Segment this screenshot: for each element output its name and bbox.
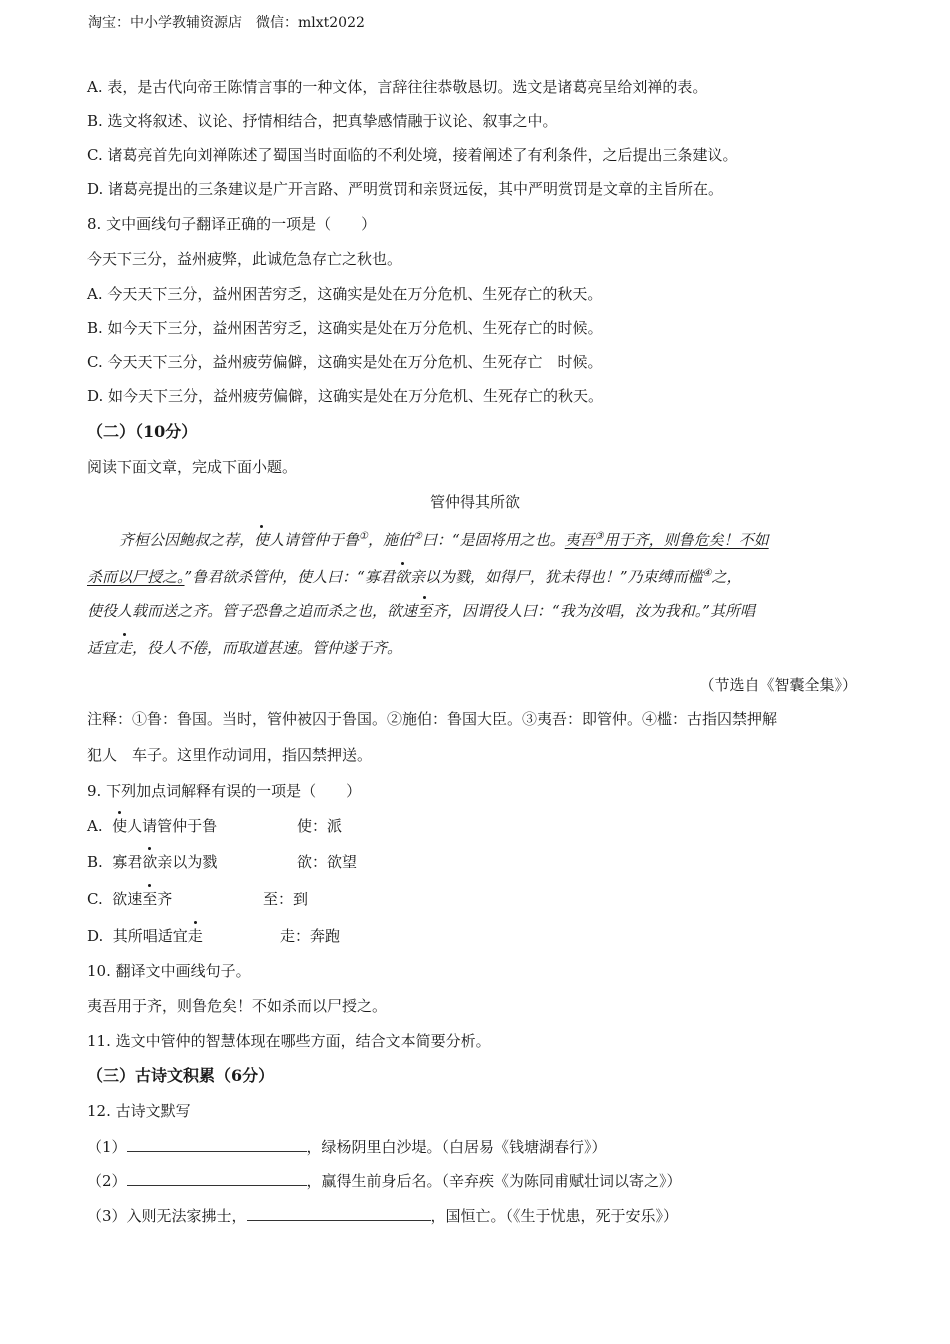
q9-option-a xyxy=(87,815,217,837)
passage-text: 适宜 xyxy=(87,639,118,657)
q9-option-b xyxy=(87,851,217,873)
dotted-word: 使 xyxy=(254,531,270,549)
passage-text: ，施伯 xyxy=(368,531,414,549)
footnote-marker: ③ xyxy=(594,531,604,542)
q11-stem: 11. 选文中管仲的智慧体现在哪些方面，结合文本简要分析。 xyxy=(87,1032,491,1050)
passage-line-3 xyxy=(87,600,755,622)
passage-text: 齐，因谓役人曰：“我为汝唱，汝为我和。”其所唱 xyxy=(432,602,755,620)
q12-stem: 12. 古诗文默写 xyxy=(87,1102,191,1120)
reading-instruction: 阅读下面文章，完成下面小题。 xyxy=(87,458,298,476)
passage-line-1 xyxy=(87,526,769,551)
q8-option-d: D. 如今天下三分，益州疲劳偏僻，这确实是处在万分危机、生死存亡的秋天。 xyxy=(87,387,604,405)
q12-line-1 xyxy=(87,1135,607,1158)
q10-stem: 10. 翻译文中画线句子。 xyxy=(87,962,251,980)
q9-option-d-explanation: 走：奔跑 xyxy=(280,927,341,945)
dotted-word: 走 xyxy=(187,927,203,945)
q9-option-b-explanation: 欲：欲望 xyxy=(297,853,358,871)
passage-text: ，役人不倦，而取道甚速。管仲遂于齐。 xyxy=(132,639,403,657)
q8-option-c: C. 今天天下三分，益州疲劳偏僻，这确实是处在万分危机、生死存亡 时候。 xyxy=(87,353,603,371)
q9-option-c-explanation: 至：到 xyxy=(263,890,309,908)
q7-option-c: C. 诸葛亮首先向刘禅陈述了蜀国当时面临的不利处境，接着阐述了有利条件，之后提出三条建议。 xyxy=(87,146,738,164)
dotted-word: 欲 xyxy=(142,853,158,871)
passage-text: 亲以为戮，如得尸，犹未得也！”乃束缚而槛 xyxy=(409,568,703,586)
fill-in-blank[interactable] xyxy=(127,1135,307,1152)
q9-option-c xyxy=(87,888,172,910)
passage-text: 使役人载而送之齐。管子恐鲁之追而杀之也，欲速 xyxy=(87,602,418,620)
passage-text: ”鲁君欲杀管仲，使人曰：“寡君 xyxy=(184,568,395,586)
q8-sentence: 今天下三分，益州疲弊，此诚危急存亡之秋也。 xyxy=(87,250,403,268)
annotation-line-1: 注释：①鲁：鲁国。当时，管仲被囚于鲁国。②施伯：鲁国大臣。③夷吾：即管仲。④槛：古指囚禁押解 xyxy=(87,710,778,728)
line-text: ，绿杨阴里白沙堤。（白居易《钱塘湖春行》） xyxy=(306,1138,607,1156)
line-text: （3）入则无法家拂士， xyxy=(87,1207,247,1225)
q7-option-d: D. 诸葛亮提出的三条建议是广开言路、严明赏罚和亲贤远佞，其中严明赏罚是文章的主旨所在。 xyxy=(87,180,724,198)
footnote-marker: ② xyxy=(413,531,422,542)
dotted-word: 至 xyxy=(142,890,158,908)
line-number: （2） xyxy=(87,1172,127,1190)
q12-line-3 xyxy=(87,1204,678,1227)
underlined-text: 夷吾 xyxy=(564,531,595,549)
line-number: （1） xyxy=(87,1138,127,1156)
passage-source: （节选自《智囊全集》） xyxy=(699,676,857,694)
underlined-sentence: 杀而以尸授之。 xyxy=(87,568,185,586)
q9-option-a-explanation: 使：派 xyxy=(297,817,343,835)
underlined-text: 用于齐，则鲁危矣！不如 xyxy=(603,531,769,549)
q9-stem: 9. 下列加点词解释有误的一项是（ ） xyxy=(87,782,362,800)
option-text: B. 寡君 xyxy=(87,853,143,871)
passage-text: 曰：“是固将用之也。 xyxy=(422,531,565,549)
footnote-marker: ④ xyxy=(702,568,712,579)
passage-text: 人请管仲于鲁 xyxy=(269,531,360,549)
dotted-word: 使 xyxy=(112,817,128,835)
passage-title: 管仲得其所欲 xyxy=(429,493,520,511)
line-text: ，国恒亡。（《生于忧患，死于安乐》） xyxy=(430,1207,679,1225)
passage-text: 之， xyxy=(711,568,742,586)
option-text: 人请管仲于鲁 xyxy=(127,817,218,835)
option-text: 亲以为戮 xyxy=(157,853,218,871)
option-text: C. 欲速 xyxy=(87,890,143,908)
dotted-word: 至 xyxy=(417,602,433,620)
q8-option-a: A. 今天天下三分，益州困苦穷乏，这确实是处在万分危机、生死存亡的秋天。 xyxy=(87,285,603,303)
option-text: 齐 xyxy=(157,890,173,908)
section-2-heading: （二）（10分） xyxy=(87,422,198,441)
option-text: D. 其所唱适宜 xyxy=(87,927,188,945)
passage-text: 齐桓公因鲍叔之荐， xyxy=(119,531,255,549)
line-text: ，赢得生前身后名。（辛弃疾《为陈同甫赋壮词以寄之》） xyxy=(306,1172,682,1190)
option-label: A. xyxy=(87,817,113,835)
section-3-heading: （三）古诗文积累（6分） xyxy=(87,1066,275,1085)
page-header: 淘宝：中小学教辅资源店 微信：mlxt2022 xyxy=(88,15,365,31)
q10-sentence: 夷吾用于齐，则鲁危矣！不如杀而以尸授之。 xyxy=(87,997,388,1015)
q8-option-b: B. 如今天下三分，益州困苦穷乏，这确实是处在万分危机、生死存亡的时候。 xyxy=(87,319,603,337)
q7-option-a: A. 表，是古代向帝王陈情言事的一种文体，言辞往往恭敬恳切。选文是诸葛亮呈给刘禅的表。 xyxy=(87,78,708,96)
fill-in-blank[interactable] xyxy=(127,1169,307,1186)
underlined-sentence xyxy=(565,531,769,549)
annotation-line-2: 犯人 车子。这里作动词用，指囚禁押送。 xyxy=(87,746,373,764)
q7-option-b: B. 选文将叙述、议论、抒情相结合，把真挚感情融于议论、叙事之中。 xyxy=(87,112,558,130)
passage-line-2 xyxy=(87,563,742,588)
dotted-word: 走 xyxy=(117,639,133,657)
footnote-marker: ① xyxy=(359,531,369,542)
q8-stem: 8. 文中画线句子翻译正确的一项是（ ） xyxy=(87,215,377,233)
dotted-word: 欲 xyxy=(394,568,410,586)
passage-line-4 xyxy=(87,637,402,659)
q12-line-2 xyxy=(87,1169,682,1192)
q9-option-d xyxy=(87,925,203,947)
fill-in-blank[interactable] xyxy=(247,1204,431,1221)
